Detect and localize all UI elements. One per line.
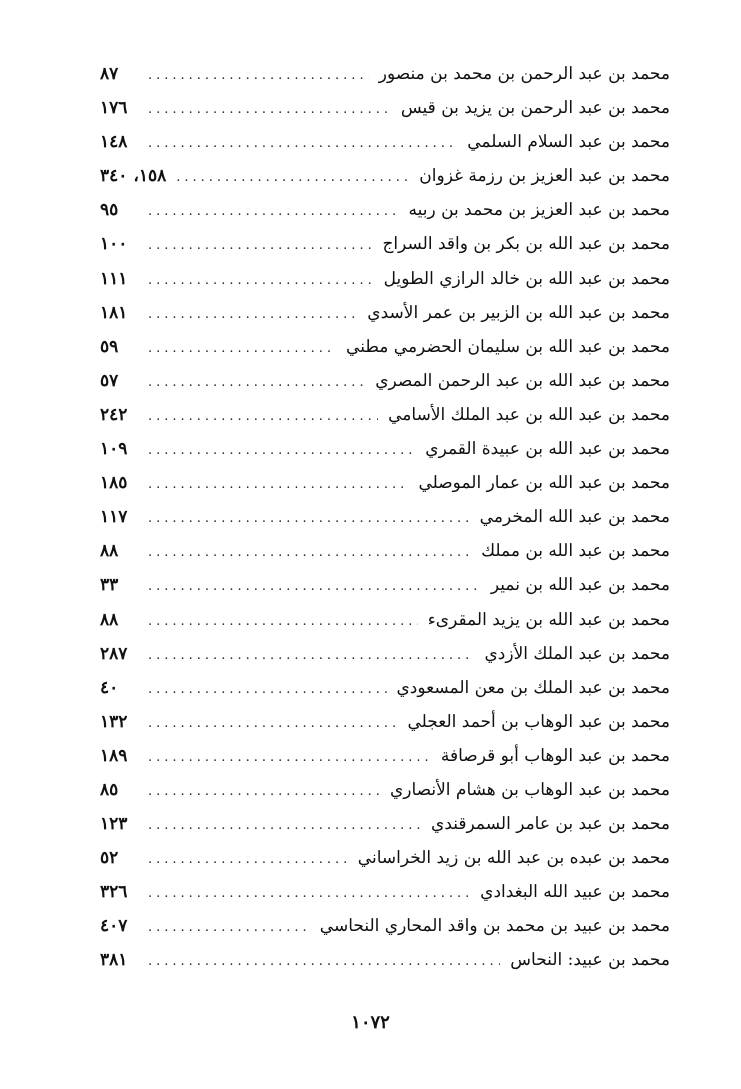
entry-page-ref: ٨٥ (100, 779, 119, 800)
entry-page-ref: ١٨٩ (100, 745, 128, 766)
entry-name: محمد بن عبد الله بن عبد الرحمن المصري (375, 370, 670, 391)
entry-name: محمد بن عبد الله بن نمير (490, 575, 670, 596)
entry-name: محمد بن عبد الملك بن معن المسعودي (396, 677, 670, 698)
dot-leader (148, 605, 418, 639)
index-entry (100, 500, 670, 534)
dot-leader (148, 434, 415, 468)
entry-name: محمد بن عبد العزيز بن رزمة غزوان (419, 166, 670, 187)
dot-leader (148, 332, 336, 366)
dot-leader (148, 93, 391, 127)
dot-leader (148, 264, 374, 298)
dot-leader (148, 570, 481, 604)
dot-leader (148, 945, 500, 979)
entry-name: محمد بن عبد الله بن عمار الموصلي (418, 473, 670, 494)
entry-name: محمد بن عبد الله بن سليمان الحضرمي مطني (346, 336, 670, 357)
entry-name: محمد بن عبيد الله البغدادي (480, 882, 670, 903)
dot-leader (148, 741, 431, 775)
entry-name: محمد بن عبد الرحمن بن محمد بن منصور (378, 64, 670, 84)
index-entry (100, 193, 670, 227)
index-entry (100, 705, 670, 739)
entry-page-ref: ٤٠ (100, 677, 119, 698)
index-entry (100, 841, 670, 875)
entry-page-ref: ٥٧ (100, 370, 119, 391)
dot-leader (148, 673, 387, 707)
index-entry (100, 739, 670, 773)
entry-page-ref: ٥٩ (100, 336, 119, 357)
entry-name: محمد بن عبد الوهاب أبو قرصافة (440, 745, 670, 766)
entry-name: محمد بن عبد الوهاب بن أحمد العجلي (407, 711, 670, 732)
index-entry (100, 943, 670, 977)
entry-name: محمد بن عبد الله بن مملك (481, 541, 670, 562)
dot-leader (148, 809, 421, 843)
index-list (100, 57, 670, 978)
entry-page-ref: ١٥٨، ٣٤٠ (100, 166, 167, 187)
entry-page-ref: ٣٣ (100, 575, 119, 596)
entry-name: محمد بن عبد الله بن الزبير بن عمر الأسدي (367, 302, 670, 323)
entry-name: محمد بن عبد الملك الأزدي (484, 643, 670, 664)
index-entry (100, 227, 670, 261)
entry-name: محمد بن عبد السلام السلمي (467, 132, 670, 153)
index-entry (100, 296, 670, 330)
dot-leader (148, 843, 348, 877)
dot-leader (148, 911, 310, 945)
index-entry (100, 875, 670, 909)
entry-name: محمد بن عبد الله بن عبد الملك الأسامي (388, 404, 670, 425)
dot-leader (148, 502, 470, 536)
entry-page-ref: ١٨١ (100, 302, 128, 323)
index-entry (100, 398, 670, 432)
entry-page-ref: ٤٠٧ (100, 916, 128, 937)
entry-name: محمد بن عبيد بن محمد بن واقد المحاري النحاسي (319, 916, 670, 937)
index-entry (100, 125, 670, 159)
index-entry (100, 603, 670, 637)
index-entry (100, 364, 670, 398)
entry-page-ref: ٢٨٧ (100, 643, 128, 664)
page-number: ١٠٧٢ (351, 1012, 390, 1033)
dot-leader (148, 536, 471, 570)
index-entry (100, 432, 670, 466)
dot-leader (148, 195, 399, 229)
entry-name: محمد بن عبد الله بن عبيدة القمري (425, 439, 670, 460)
entry-name: محمد بن عبد الله المخرمي (479, 507, 670, 528)
index-entry (100, 637, 670, 671)
index-entry (100, 534, 670, 568)
index-entry (100, 909, 670, 943)
dot-leader (148, 877, 470, 911)
index-entry (100, 568, 670, 602)
dot-leader (148, 639, 474, 673)
entry-page-ref: ١٢٣ (100, 814, 128, 835)
entry-page-ref: ١٤٨ (100, 132, 128, 153)
entry-name: محمد بن عبيد: النحاس (510, 950, 670, 971)
entry-page-ref: ١٠٩ (100, 439, 128, 460)
index-entry (100, 57, 670, 91)
entry-page-ref: ١١٧ (100, 507, 128, 528)
entry-name: محمد بن عبد الله بن يزيد المقرىء (427, 609, 670, 630)
entry-page-ref: ٩٥ (100, 200, 119, 221)
dot-leader (148, 229, 372, 263)
entry-page-ref: ١٨٥ (100, 473, 128, 494)
dot-leader (148, 127, 457, 161)
entry-name: محمد بن عبد بن عامر السمرقندي (431, 814, 670, 835)
dot-leader (148, 707, 398, 741)
dot-leader (176, 161, 409, 195)
dot-leader (148, 468, 408, 502)
index-entry (100, 466, 670, 500)
entry-name: محمد بن عبد الله بن بكر بن واقد السراج (382, 234, 670, 255)
index-entry (100, 671, 670, 705)
entry-page-ref: ١٣٢ (100, 711, 128, 732)
entry-page-ref: ١٠٠ (100, 234, 128, 255)
dot-leader (148, 400, 378, 434)
index-entry (100, 807, 670, 841)
entry-page-ref: ١٧٦ (100, 98, 128, 119)
index-entry (100, 91, 670, 125)
entry-page-ref: ٣٨١ (100, 950, 128, 971)
entry-page-ref: ٨٧ (100, 64, 119, 84)
entry-name: محمد بن عبد العزيز بن محمد بن ربيه (408, 200, 670, 221)
entry-page-ref: ٨٨ (100, 609, 119, 630)
entry-page-ref: ١١١ (100, 268, 128, 289)
dot-leader (148, 298, 357, 332)
entry-name: محمد بن عبد الوهاب بن هشام الأنصاري (389, 779, 670, 800)
index-entry (100, 330, 670, 364)
index-entry (100, 773, 670, 807)
entry-name: محمد بن عبد الرحمن بن يزيد بن قيس (400, 98, 670, 119)
entry-page-ref: ٣٢٦ (100, 882, 128, 903)
dot-leader (148, 59, 369, 93)
index-entry (100, 262, 670, 296)
entry-page-ref: ٨٨ (100, 541, 119, 562)
entry-name: محمد بن عبده بن عبد الله بن زيد الخراساني (357, 848, 670, 869)
dot-leader (148, 366, 365, 400)
entry-page-ref: ٢٤٢ (100, 404, 128, 425)
index-entry (100, 159, 670, 193)
dot-leader (148, 775, 380, 809)
entry-name: محمد بن عبد الله بن خالد الرازي الطويل (383, 268, 670, 289)
entry-page-ref: ٥٢ (100, 848, 119, 869)
